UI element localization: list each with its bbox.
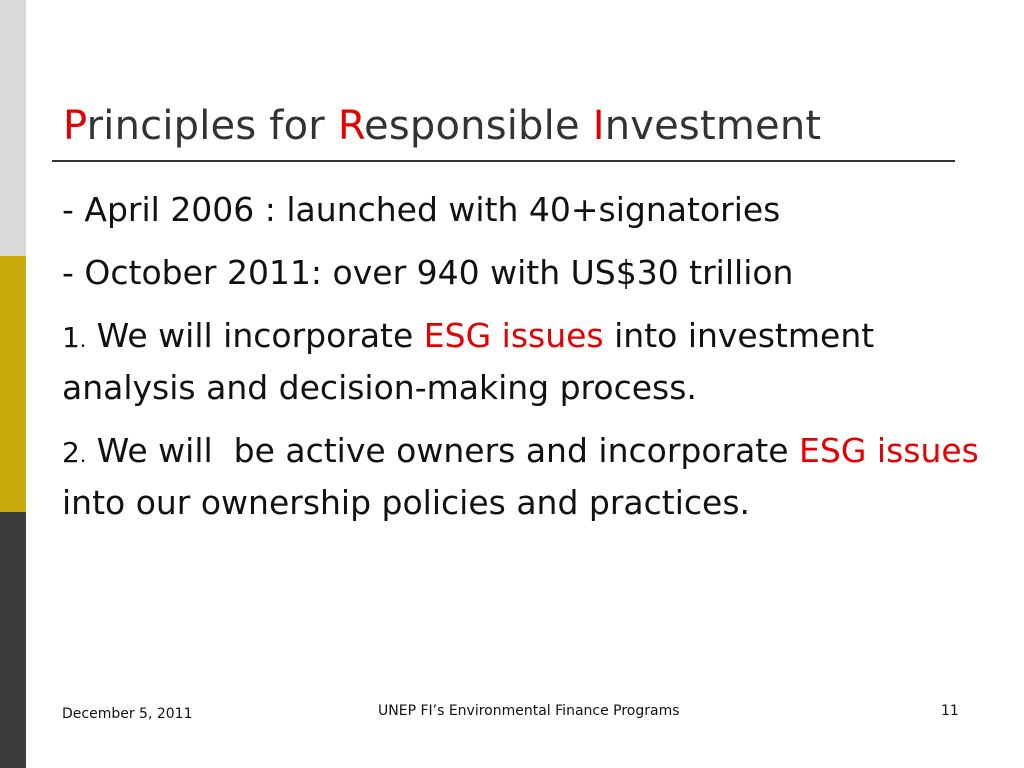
footer-title: UNEP FI’s Environmental Finance Programs	[378, 703, 680, 719]
side-bar-gray	[0, 0, 26, 256]
principle-2-text-after: into our ownership policies and practices.	[62, 431, 990, 522]
footer-date: December 5, 2011	[62, 706, 193, 722]
title-initial-r: R	[337, 103, 365, 149]
title-initial-p: P	[63, 103, 87, 149]
side-bar-dark	[0, 512, 26, 768]
principle-1-dot: .	[79, 328, 87, 352]
title-part-p: rinciples for	[86, 103, 338, 149]
principle-2-dot: .	[79, 443, 87, 467]
principle-1-text-before: We will incorporate	[86, 316, 424, 355]
title-part-r: esponsible	[364, 103, 593, 149]
slide-body	[62, 186, 990, 542]
growth-line: - October 2011: over 940 with US$30 trillion	[62, 253, 794, 292]
title-part-i: nvestment	[604, 103, 822, 149]
principle-2-esg-highlight: ESG issues	[799, 431, 979, 470]
title-initial-i: I	[592, 103, 605, 149]
page-number: 11	[941, 703, 959, 719]
launch-line: - April 2006 : launched with 40+signatories	[62, 190, 781, 229]
principle-1-text-after: into investment analysis and decision-making process.	[62, 316, 885, 407]
title-divider	[52, 160, 955, 162]
principle-2-text-before: We will be active owners and incorporate	[86, 431, 800, 470]
principle-2-number: 2	[62, 436, 80, 469]
principle-1	[62, 312, 982, 412]
principle-1-number: 1	[62, 321, 80, 354]
slide-title	[63, 103, 821, 149]
side-bar-gold	[0, 256, 26, 512]
principle-1-esg-highlight: ESG issues	[423, 316, 604, 355]
principle-2	[62, 427, 990, 527]
